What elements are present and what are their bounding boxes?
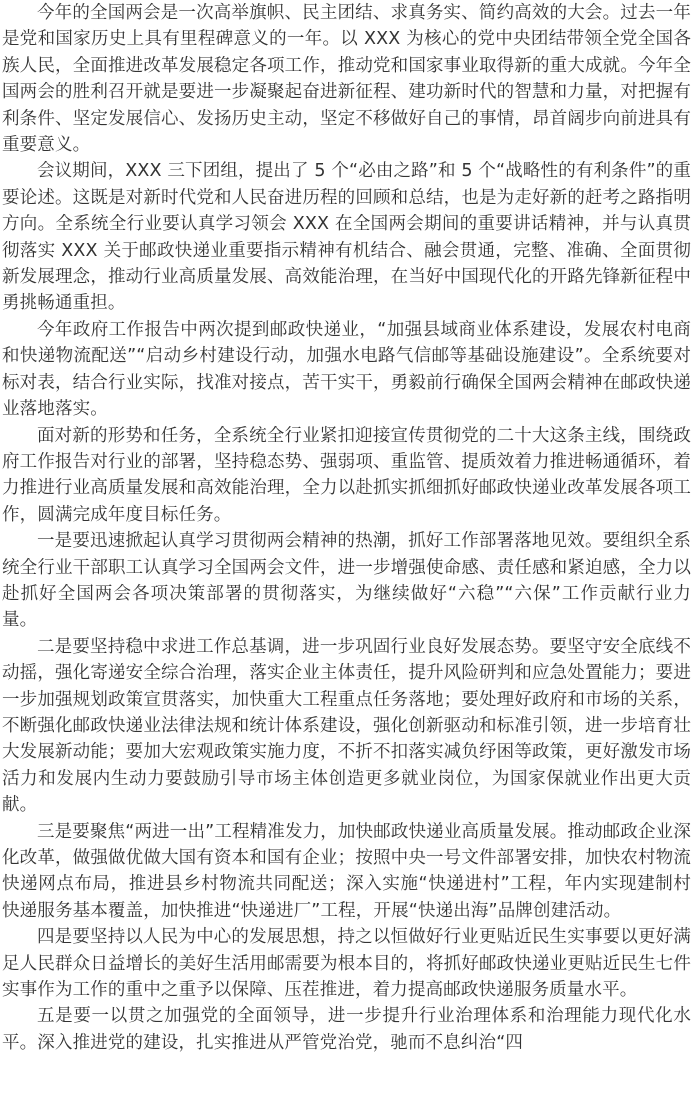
- paragraph-4: 面对新的形势和任务，全系统全行业紧扣迎接宣传贯彻党的二十大这条主线，围绕政府工作报告对行业的部署，坚持稳态势、强弱项、重监管、提质效着力推进畅通循环，着力推进行业高质量发展和高效能治理，全力以赴抓实抓细抓好邮政快递业改革发展各项工作，圆满完成年度目标任务。: [2, 425, 691, 525]
- paragraph-8: 四是要坚持以人民为中心的发展思想，持之以恒做好行业更贴近民生实事要以更好满足人民群众日益增长的美好生活用邮需要为根本目的，将抓好邮政快递业更贴近民生七件实事作为工作的重中之重予以保障、压茬推进，着力提高邮政快递服务质量水平。: [2, 927, 691, 1001]
- paragraph-1: 今年的全国两会是一次高举旗帜、民主团结、求真务实、简约高效的大会。过去一年是党和国家历史上具有里程碑意义的一年。以 XXX 为核心的党中央团结带领全党全国各族人民，全面推进改革发展稳定各项工作，推动党和国家事业取得新的重大成就。今年全国两会的胜利召开就是要进一步凝聚起奋进新征程、建功新时代的智慧和力量，对把握有利条件、坚定发展信心、发扬历史主动，坚定不移做好自己的事情，昂首阔步向前进具有重要意义。: [2, 3, 691, 156]
- paragraph-2: 会议期间，XXX 三下团组，提出了 5 个“必由之路”和 5 个“战略性的有利条件”的重要论述。这既是对新时代党和人民奋进历程的回顾和总结，也是为走好新的赶考之路指明方向。全系统全行业要认真学习领会 XXX 在全国两会期间的重要讲话精神，并与认真贯彻落实 XXX 关于邮政快递业重要指示精神有机结合、融会贯通，完整、准确、全面贯彻新发展理念，推动行业高质量发展、高效能治理，在当好中国现代化的开路先锋新征程中勇挑畅通重担。: [2, 161, 691, 314]
- paragraph-7: 三是要聚焦“两进一出”工程精准发力，加快邮政快递业高质量发展。推动邮政企业深化改革，做强做优做大国有资本和国有企业；按照中央一号文件部署安排，加快农村物流快递网点布局，推进县乡村物流共同配送；深入实施“快递进村”工程，年内实现建制村快递服务基本覆盖，加快推进“快递进厂”工程，开展“快递出海”品牌创建活动。: [2, 821, 691, 921]
- paragraph-3: 今年政府工作报告中两次提到邮政快递业，“加强县域商业体系建设，发展农村电商和快递物流配送”“启动乡村建设行动，加强水电路气信邮等基础设施建设”。全系统要对标对表，结合行业实际，找准对接点，苦干实干，勇毅前行确保全国两会精神在邮政快递业落地落实。: [2, 319, 691, 420]
- paragraph-9: 五是要一以贯之加强党的全面领导，进一步提升行业治理体系和治理能力现代化水平。深入推进党的建设，扎实推进从严管党治党，驰而不息纠治“四: [2, 1006, 691, 1053]
- paragraph-6: 二是要坚持稳中求进工作总基调，进一步巩固行业良好发展态势。要坚守安全底线不动摇，强化寄递安全综合治理，落实企业主体责任，提升风险研判和应急处置能力；要进一步加强规划政策宣贯落实，加快重大工程重点任务落地；要处理好政府和市场的关系，不断强化邮政快递业法律法规和统计体系建设，强化创新驱动和标准引领，进一步培育壮大发展新动能；要加大宏观政策实施力度，不折不扣落实减负纾困等政策，更好激发市场活力和发展内生动力要鼓励引导市场主体创造更多就业岗位，为国家保就业作出更大贡献。: [2, 636, 691, 816]
- paragraph-5: 一是要迅速掀起认真学习贯彻两会精神的热潮，抓好工作部署落地见效。要组织全系统全行业干部职工认真学习全国两会文件，进一步增强使命感、责任感和紧迫感，全力以赴抓好全国两会各项决策部署的贯彻落实，为继续做好“六稳”“六保”工作贡献行业力量。: [2, 531, 691, 631]
